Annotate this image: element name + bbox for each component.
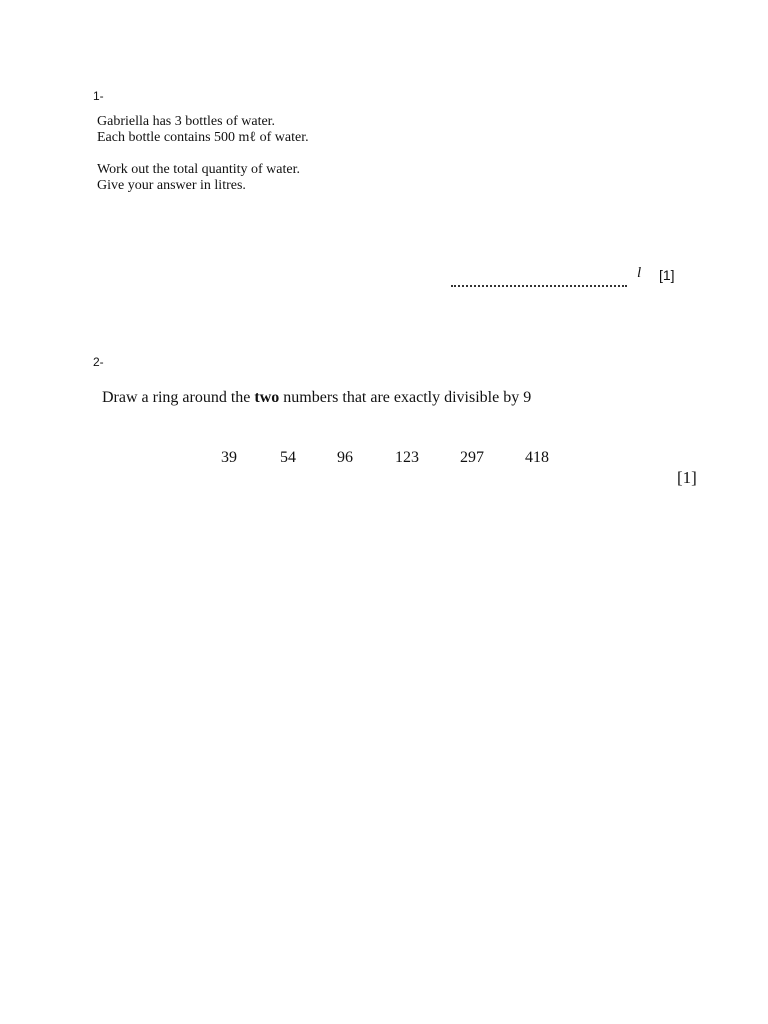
question-2-number-options bbox=[0, 449, 768, 471]
question-2-prompt-bold: two bbox=[254, 389, 280, 406]
number-option[interactable]: 297 bbox=[460, 449, 484, 466]
question-2-prompt bbox=[102, 389, 531, 407]
question-2-prompt-before: Draw a ring around the bbox=[102, 389, 255, 406]
number-option[interactable]: 39 bbox=[221, 449, 237, 466]
question-1-marks: [1] bbox=[659, 267, 675, 283]
number-option[interactable]: 96 bbox=[337, 449, 353, 466]
question-2-marks: [1] bbox=[677, 468, 697, 487]
question-1-answer-line[interactable] bbox=[451, 282, 627, 287]
number-option[interactable]: 123 bbox=[395, 449, 419, 466]
number-option[interactable]: 54 bbox=[280, 449, 296, 466]
question-1-number: 1- bbox=[93, 89, 104, 103]
question-2-number: 2- bbox=[93, 355, 104, 369]
question-2-prompt-after: numbers that are exactly divisible by 9 bbox=[279, 389, 532, 406]
question-1-unit: l bbox=[637, 265, 642, 281]
question-1-line-2: Each bottle contains 500 mℓ of water. bbox=[97, 130, 309, 145]
question-1-line-1: Gabriella has 3 bottles of water. bbox=[97, 114, 276, 129]
question-1-line-3: Work out the total quantity of water. bbox=[97, 162, 300, 177]
question-1-line-4: Give your answer in litres. bbox=[97, 178, 246, 193]
number-option[interactable]: 418 bbox=[525, 449, 549, 466]
